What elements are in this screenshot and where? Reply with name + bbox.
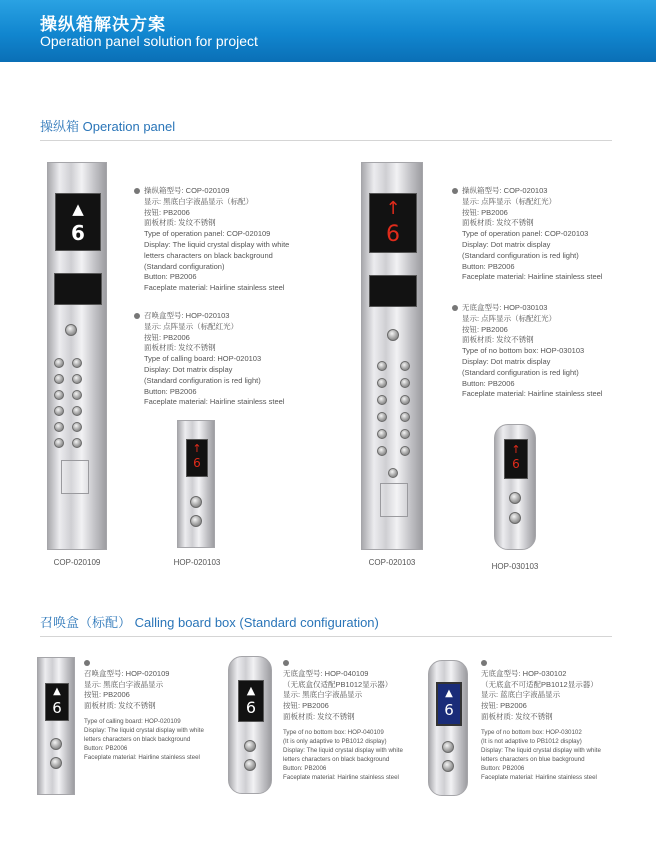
calling-board-hop-040109 (228, 656, 272, 794)
section-title-calling-board-box: 召唤盒（标配） Calling board box (Standard configuration) (40, 615, 379, 630)
floor-button[interactable] (54, 438, 64, 448)
arrow-up-icon: ▲ (72, 200, 84, 218)
arrow-up-icon: ▲ (53, 686, 61, 697)
floor-number: 6 (444, 701, 454, 719)
call-down-button[interactable] (50, 757, 62, 769)
spec-cop-020103: 操纵箱型号: COP-020103 显示: 点阵显示（标配红光） 按钮: PB2006 面板材质: 发纹不锈钢 Type of operation panel: COP-020103 Display: Dot matrix display (Standard configuration is red light) Button: PB2006 Faceplate material: Hairline stainless steel (452, 186, 602, 283)
caption-cop-020103: COP-020103 (368, 558, 416, 567)
dot-matrix-display (504, 439, 528, 479)
bullet-icon (481, 660, 487, 666)
arrow-up-icon: ▲ (246, 684, 256, 697)
calling-board-hop-030102 (428, 660, 468, 796)
call-up-button[interactable] (190, 496, 202, 508)
dot-matrix-display (369, 193, 417, 253)
arrow-up-icon: ▲ (445, 688, 453, 699)
floor-number: 6 (245, 698, 257, 717)
floor-button[interactable] (54, 422, 64, 432)
door-open-button[interactable] (387, 329, 399, 341)
floor-button[interactable] (377, 361, 387, 371)
alarm-button[interactable] (388, 468, 398, 478)
bullet-icon (134, 188, 140, 194)
header-banner (0, 0, 656, 62)
call-down-button[interactable] (442, 760, 454, 772)
floor-button[interactable] (377, 412, 387, 422)
bullet-icon (84, 660, 90, 666)
call-down-button[interactable] (509, 512, 521, 524)
floor-button[interactable] (400, 395, 410, 405)
floor-button[interactable] (54, 374, 64, 384)
calling-board-hop-030103 (494, 424, 536, 550)
spec-hop-020109: 召唤盒型号: HOP-020109 显示: 黑底白字液晶显示 按钮: PB2006 面板材质: 发纹不锈钢 Type of calling board: HOP-020109 Display: The liquid crystal display with white letters characters on black background Button: PB2006 Faceplate material: Hairline stainless steel (84, 658, 204, 762)
section-divider (40, 636, 612, 637)
operation-panel-cop-020103 (361, 162, 423, 550)
caption-cop-020109: COP-020109 (53, 558, 101, 567)
floor-button[interactable] (72, 422, 82, 432)
calling-board-hop-020109 (37, 657, 75, 795)
bullet-icon (452, 305, 458, 311)
floor-button[interactable] (377, 395, 387, 405)
floor-number: 6 (71, 221, 85, 245)
floor-button[interactable] (72, 390, 82, 400)
floor-button[interactable] (400, 446, 410, 456)
caption-hop-030103: HOP-030103 (491, 562, 539, 571)
spec-cop-020109: 操纵箱型号: COP-020109 显示: 黑底白字液晶显示（标配） 按钮: PB2006 面板材质: 发纹不锈钢 Type of operation panel: COP-020109 Display: The liquid crystal display with white letters characters on black background (Standard configuration) Button: PB2006 Faceplate material: Hairline stainless steel (134, 186, 289, 294)
service-box (380, 483, 408, 517)
floor-button[interactable] (72, 374, 82, 384)
call-down-button[interactable] (244, 759, 256, 771)
floor-button[interactable] (54, 358, 64, 368)
call-up-button[interactable] (442, 741, 454, 753)
floor-number: 6 (512, 457, 520, 471)
lcd-display (55, 193, 101, 251)
call-up-button[interactable] (244, 740, 256, 752)
section-title-operation-panel: 操纵箱 Operation panel (40, 119, 176, 134)
header-title-cn: 操纵箱解决方案 (40, 15, 166, 34)
section-divider (40, 140, 612, 141)
floor-number: 6 (52, 699, 62, 717)
floor-button[interactable] (400, 429, 410, 439)
floor-button[interactable] (377, 378, 387, 388)
arrow-up-icon: ↑ (511, 443, 521, 456)
operation-panel-cop-020109 (47, 162, 107, 550)
arrow-up-icon: ↑ (385, 198, 401, 219)
bullet-icon (283, 660, 289, 666)
spec-hop-030102: 无底盒型号: HOP-030102 （无底盒不可适配PB1012显示器） 显示: 蓝底白字液晶显示 按钮: PB2006 面板材质: 发纹不锈钢 Type of no bottom box: HOP-030102 (It is not adaptive to PB1012 display) Display: The liquid crystal display with white letters characters on blue background Button: PB2006 Faceplate material: Hairline stainless steel (481, 658, 601, 782)
spec-hop-030103: 无底盒型号: HOP-030103 显示: 点阵显示（标配红光） 按钮: PB2006 面板材质: 发纹不锈钢 Type of no bottom box: HOP-030103 Display: Dot matrix display (Standard configuration is red light) Button: PB2006 Faceplate material: Hairline stainless steel (452, 303, 602, 400)
call-down-button[interactable] (190, 515, 202, 527)
call-up-button[interactable] (509, 492, 521, 504)
floor-button[interactable] (72, 406, 82, 416)
call-up-button[interactable] (50, 738, 62, 750)
floor-button[interactable] (54, 406, 64, 416)
floor-button[interactable] (400, 378, 410, 388)
floor-button[interactable] (400, 412, 410, 422)
floor-number: 6 (193, 456, 201, 470)
bullet-icon (134, 313, 140, 319)
floor-button[interactable] (377, 446, 387, 456)
calling-board-hop-020103 (177, 420, 215, 548)
service-box (61, 460, 89, 494)
intercom-panel (369, 275, 417, 307)
intercom-panel (54, 273, 102, 305)
door-open-button[interactable] (65, 324, 77, 336)
caption-hop-020103: HOP-020103 (173, 558, 221, 567)
spec-hop-040109: 无底盒型号: HOP-040109 （无底盒仅适配PB1012显示器） 显示: 黑底白字液晶显示 按钮: PB2006 面板材质: 发纹不锈钢 Type of no bottom box: HOP-040109 (It is only adaptive to PB1012 display) Display: The liquid crystal display with white letters characters on black background Button: PB2006 Faceplate material: Hairline stainless steel (283, 658, 403, 782)
floor-button[interactable] (377, 429, 387, 439)
spec-hop-020103: 召唤盒型号: HOP-020103 显示: 点阵显示（标配红光） 按钮: PB2006 面板材质: 发纹不锈钢 Type of calling board: HOP-020103 Display: Dot matrix display (Standard configuration is red light) Button: PB2006 Faceplate material: Hairline stainless steel (134, 311, 284, 408)
lcd-display (238, 680, 264, 722)
bullet-icon (452, 188, 458, 194)
dot-matrix-display (186, 439, 208, 477)
floor-button[interactable] (72, 358, 82, 368)
arrow-up-icon: ↑ (192, 442, 202, 455)
floor-number: 6 (386, 222, 400, 247)
floor-button[interactable] (54, 390, 64, 400)
floor-button[interactable] (400, 361, 410, 371)
blue-lcd-display (436, 682, 462, 726)
floor-button[interactable] (72, 438, 82, 448)
lcd-display (45, 683, 69, 721)
header-title-en: Operation panel solution for project (40, 33, 258, 49)
